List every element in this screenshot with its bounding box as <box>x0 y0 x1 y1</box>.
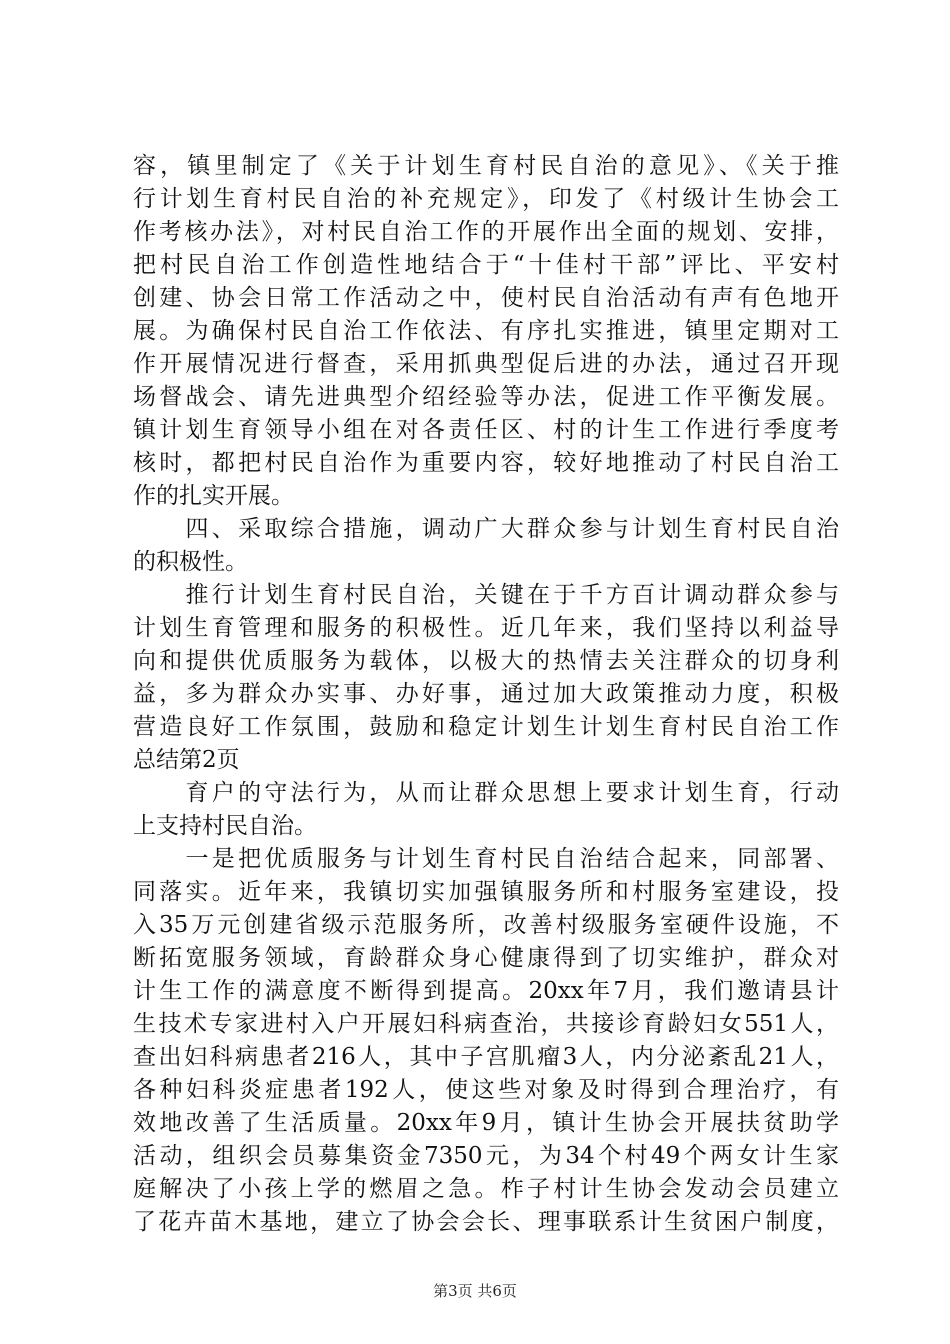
text-line: 作考核办法》，对村民自治工作的开展作出全面的规划、安排， <box>133 219 839 245</box>
text-line: 益，多为群众办实事、办好事，通过加大政策推动力度，积极 <box>133 681 839 707</box>
text-line: 把村民自治工作创造性地结合于“十佳村干部”评比、平安村 <box>133 252 839 278</box>
text-line: 场督战会、请先进典型介绍经验等办法，促进工作平衡发展。 <box>133 384 839 410</box>
text-line: 计划生育管理和服务的积极性。近几年来，我们坚持以利益导 <box>133 615 839 641</box>
text-line: 创建、协会日常工作活动之中，使村民自治活动有声有色地开 <box>133 285 839 311</box>
text-line: 上支持村民自治。 <box>133 813 317 839</box>
text-line: 展。为确保村民自治工作依法、有序扎实推进，镇里定期对工 <box>133 318 839 344</box>
text-line: 四、采取综合措施，调动广大群众参与计划生育村民自治 <box>133 516 839 542</box>
page-footer: 第3页 共6页 <box>433 1282 517 1300</box>
text-line: 各种妇科炎症患者192人，使这些对象及时得到合理治疗，有 <box>133 1077 839 1103</box>
text-line: 推行计划生育村民自治，关键在于千方百计调动群众参与 <box>133 582 839 608</box>
text-line: 核时，都把村民自治作为重要内容，较好地推动了村民自治工 <box>133 450 839 476</box>
text-line: 效地改善了生活质量。20xx年9月，镇计生协会开展扶贫助学 <box>133 1110 839 1136</box>
text-line: 入35万元创建省级示范服务所，改善村级服务室硬件设施，不 <box>133 912 839 938</box>
text-line: 断拓宽服务领域，育龄群众身心健康得到了切实维护，群众对 <box>133 945 839 971</box>
document-body <box>133 150 839 1239</box>
text-line: 育户的守法行为，从而让群众思想上要求计划生育，行动 <box>133 780 839 806</box>
text-line: 的积极性。 <box>133 549 248 575</box>
text-line: 了花卉苗木基地，建立了协会会长、理事联系计生贫困户制度， <box>133 1209 839 1235</box>
text-line: 生技术专家进村入户开展妇科病查治，共接诊育龄妇女551人， <box>133 1011 839 1037</box>
text-line: 行计划生育村民自治的补充规定》，印发了《村级计生协会工 <box>133 186 839 212</box>
text-line: 总结第2页 <box>133 747 240 773</box>
text-line: 一是把优质服务与计划生育村民自治结合起来，同部署、 <box>133 846 839 872</box>
text-line: 查出妇科病患者216人，其中子宫肌瘤3人，内分泌紊乱21人， <box>133 1044 839 1070</box>
text-line: 营造良好工作氛围，鼓励和稳定计划生计划生育村民自治工作 <box>133 714 839 740</box>
text-line: 容，镇里制定了《关于计划生育村民自治的意见》、《关于推 <box>133 153 839 179</box>
text-line: 向和提供优质服务为载体，以极大的热情去关注群众的切身利 <box>133 648 839 674</box>
text-line: 作的扎实开展。 <box>133 483 294 509</box>
text-line: 计生工作的满意度不断得到提高。20xx年7月，我们邀请县计 <box>133 978 839 1004</box>
text-line: 活动，组织会员募集资金7350元，为34个村49个两女计生家 <box>133 1143 839 1169</box>
text-line: 镇计划生育领导小组在对各责任区、村的计生工作进行季度考 <box>133 417 839 443</box>
text-line: 作开展情况进行督查，采用抓典型促后进的办法，通过召开现 <box>133 351 839 377</box>
text-line: 庭解决了小孩上学的燃眉之急。柞子村计生协会发动会员建立 <box>133 1176 839 1202</box>
text-line: 同落实。近年来，我镇切实加强镇服务所和村服务室建设，投 <box>133 879 839 905</box>
